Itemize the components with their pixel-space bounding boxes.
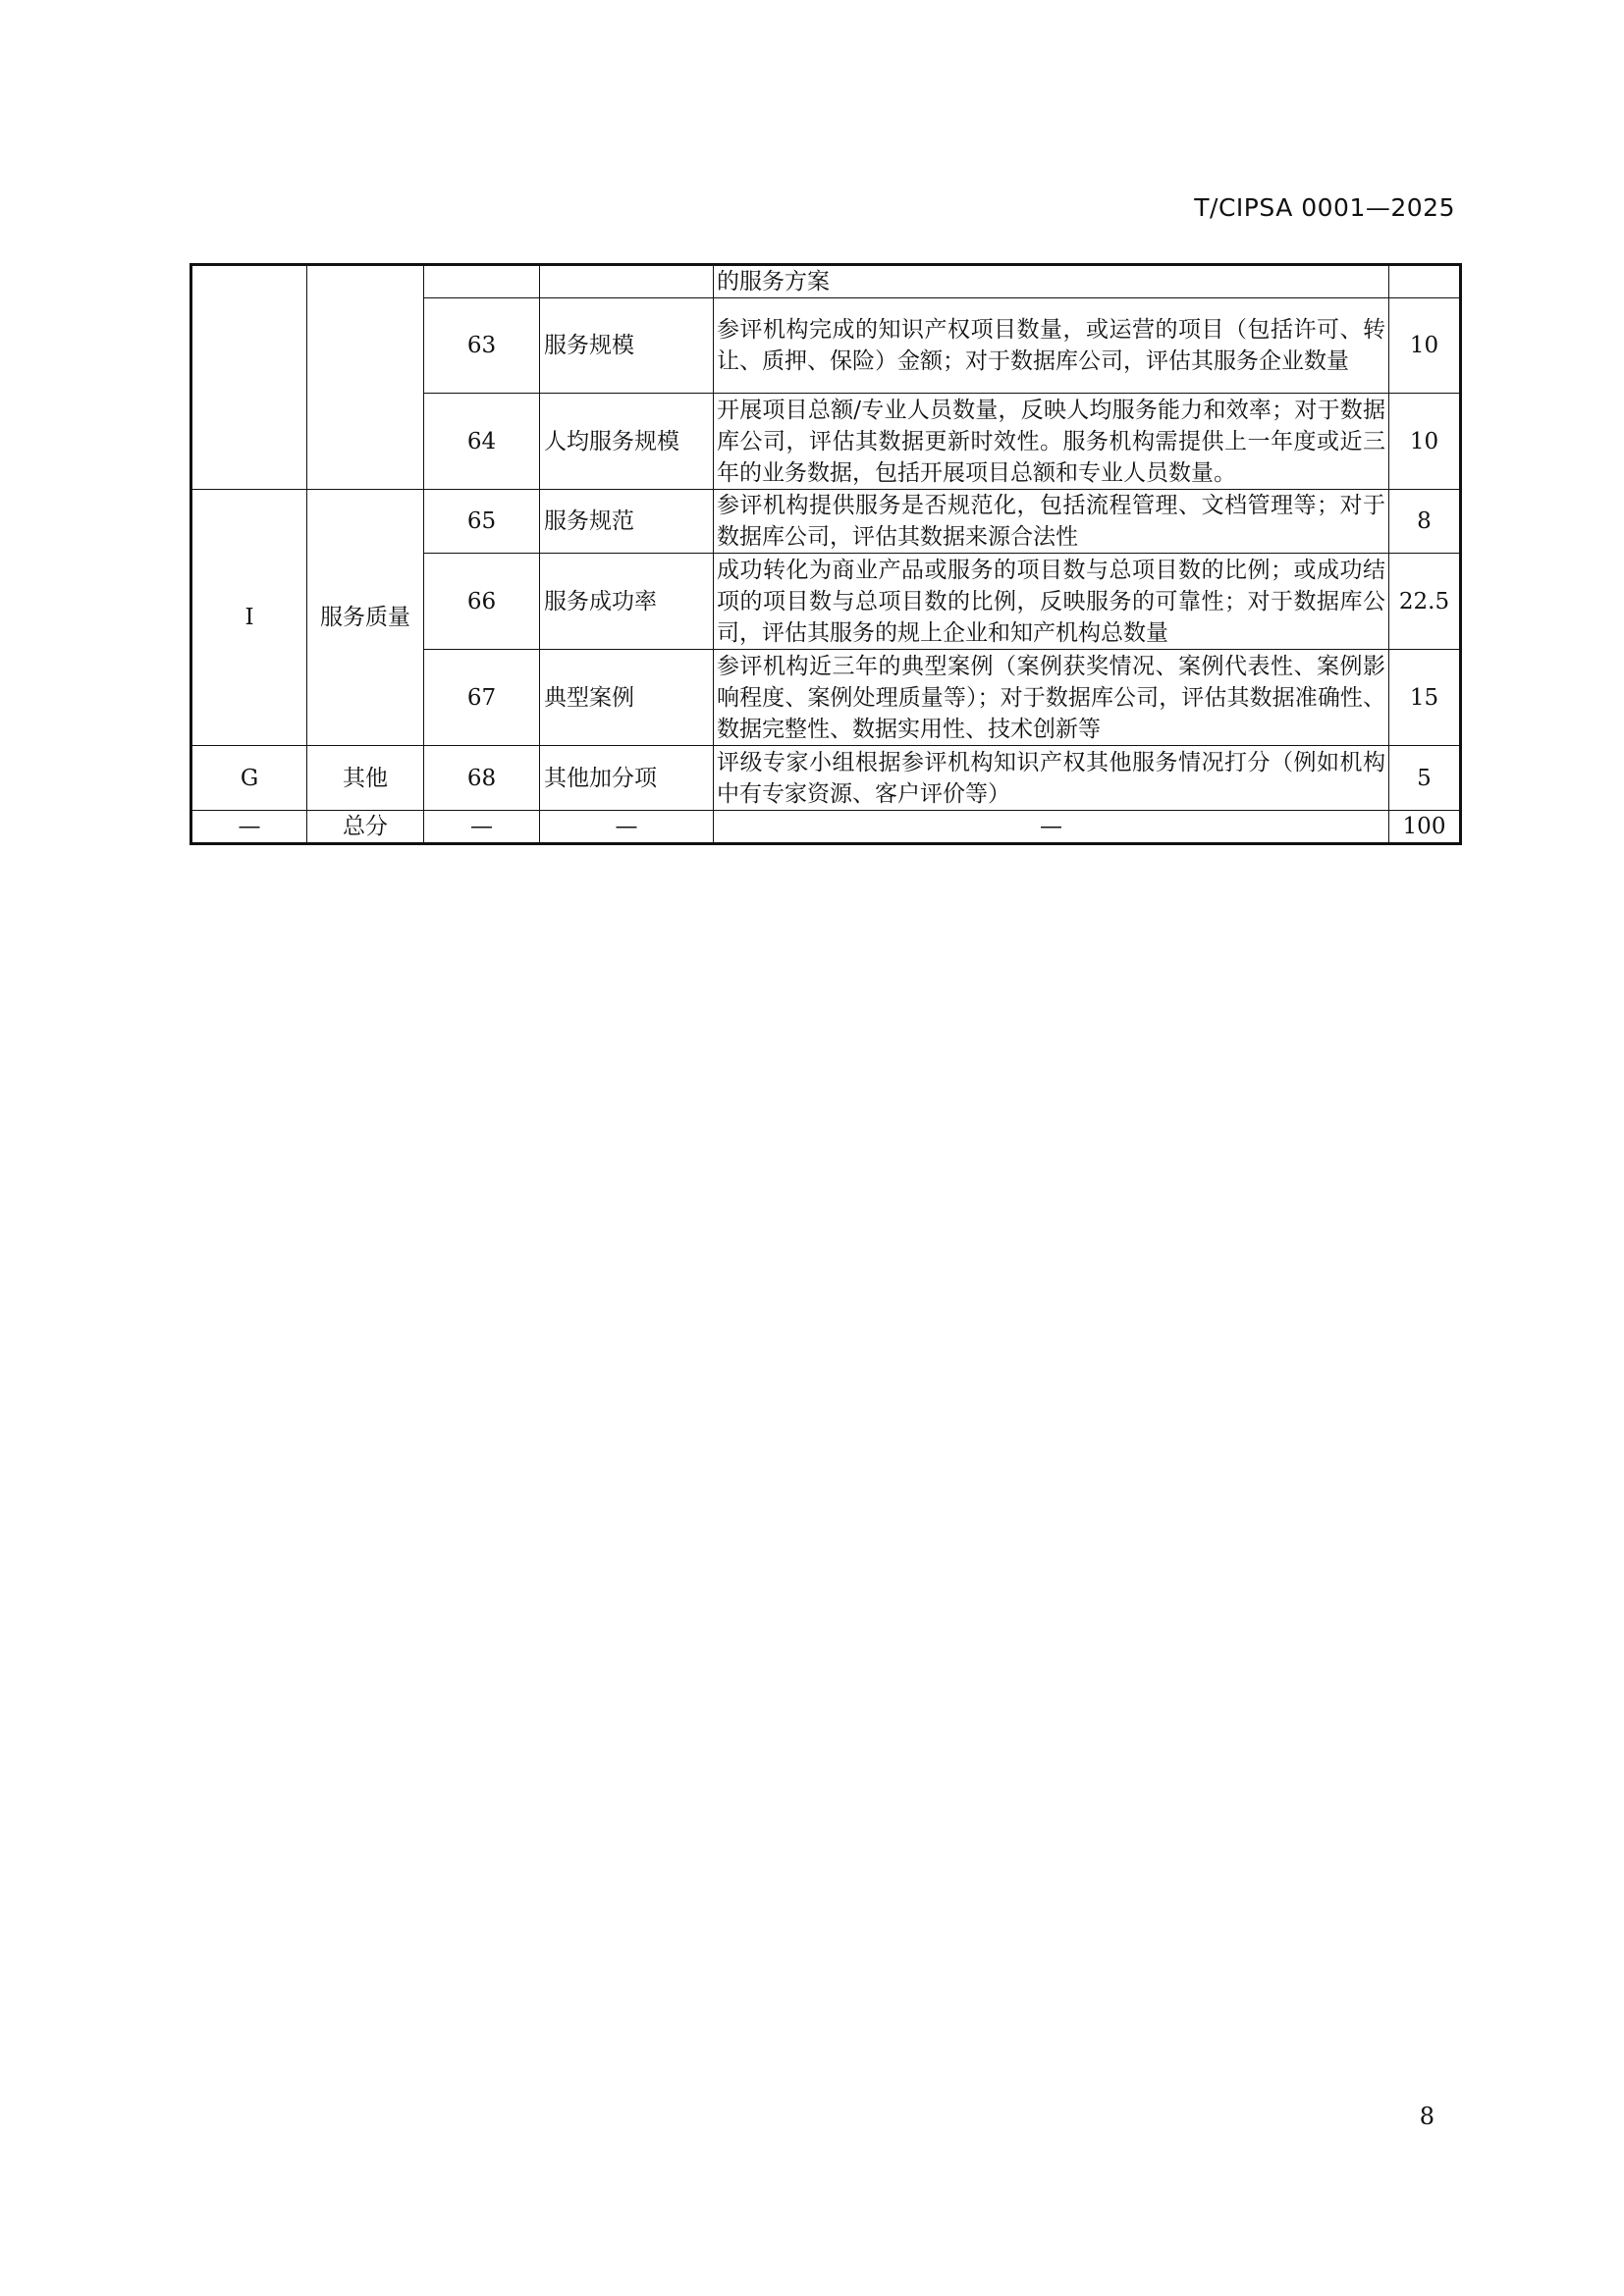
category-name-cell: 其他	[307, 746, 424, 811]
category-name-cell	[307, 265, 424, 490]
table-row	[191, 490, 1461, 554]
score-cell	[1389, 265, 1461, 298]
standard-code: T/CIPSA 0001—2025	[1194, 193, 1455, 222]
score-cell: 8	[1389, 490, 1461, 554]
table-row	[191, 746, 1461, 811]
score-cell: 22.5	[1389, 554, 1461, 650]
evaluation-table	[189, 263, 1462, 845]
description-cell: 成功转化为商业产品或服务的项目数与总项目数的比例；或成功结项的项目数与总项目数的比例，反映服务的可靠性；对于数据库公司，评估其服务的规上企业和知产机构总数量	[714, 554, 1389, 650]
item-number-cell: 65	[424, 490, 540, 554]
item-name-cell: 其他加分项	[540, 746, 714, 811]
item-number-cell: 66	[424, 554, 540, 650]
description-cell: 参评机构近三年的典型案例（案例获奖情况、案例代表性、案例影响程度、案例处理质量等）；对于数据库公司，评估其数据准确性、数据完整性、数据实用性、技术创新等	[714, 650, 1389, 746]
total-description-cell: —	[714, 811, 1389, 844]
score-cell: 15	[1389, 650, 1461, 746]
item-name-cell: 服务规模	[540, 298, 714, 394]
item-number-cell: 67	[424, 650, 540, 746]
category-code-cell: I	[191, 490, 307, 746]
total-item-cell: —	[540, 811, 714, 844]
total-label-cell: 总分	[307, 811, 424, 844]
total-score-cell: 100	[1389, 811, 1461, 844]
item-name-cell: 服务规范	[540, 490, 714, 554]
category-name-cell: 服务质量	[307, 490, 424, 746]
description-cell: 的服务方案	[714, 265, 1389, 298]
item-number-cell: 68	[424, 746, 540, 811]
table-row	[191, 265, 1461, 298]
item-number-cell: 63	[424, 298, 540, 394]
item-name-cell: 人均服务规模	[540, 394, 714, 490]
total-row	[191, 811, 1461, 844]
item-number-cell: 64	[424, 394, 540, 490]
total-code-cell: —	[191, 811, 307, 844]
score-cell: 5	[1389, 746, 1461, 811]
item-name-cell	[540, 265, 714, 298]
item-name-cell: 典型案例	[540, 650, 714, 746]
description-cell: 参评机构完成的知识产权项目数量，或运营的项目（包括许可、转让、质押、保险）金额；对于数据库公司，评估其服务企业数量	[714, 298, 1389, 394]
category-code-cell: G	[191, 746, 307, 811]
score-cell: 10	[1389, 298, 1461, 394]
category-code-cell	[191, 265, 307, 490]
page-number: 8	[1419, 2103, 1435, 2130]
score-cell: 10	[1389, 394, 1461, 490]
description-cell: 开展项目总额/专业人员数量，反映人均服务能力和效率；对于数据库公司，评估其数据更新时效性。服务机构需提供上一年度或近三年的业务数据，包括开展项目总额和专业人员数量。	[714, 394, 1389, 490]
description-cell: 参评机构提供服务是否规范化，包括流程管理、文档管理等；对于数据库公司，评估其数据来源合法性	[714, 490, 1389, 554]
item-name-cell: 服务成功率	[540, 554, 714, 650]
evaluation-table-container	[189, 263, 1459, 845]
item-number-cell	[424, 265, 540, 298]
total-number-cell: —	[424, 811, 540, 844]
description-cell: 评级专家小组根据参评机构知识产权其他服务情况打分（例如机构中有专家资源、客户评价等）	[714, 746, 1389, 811]
